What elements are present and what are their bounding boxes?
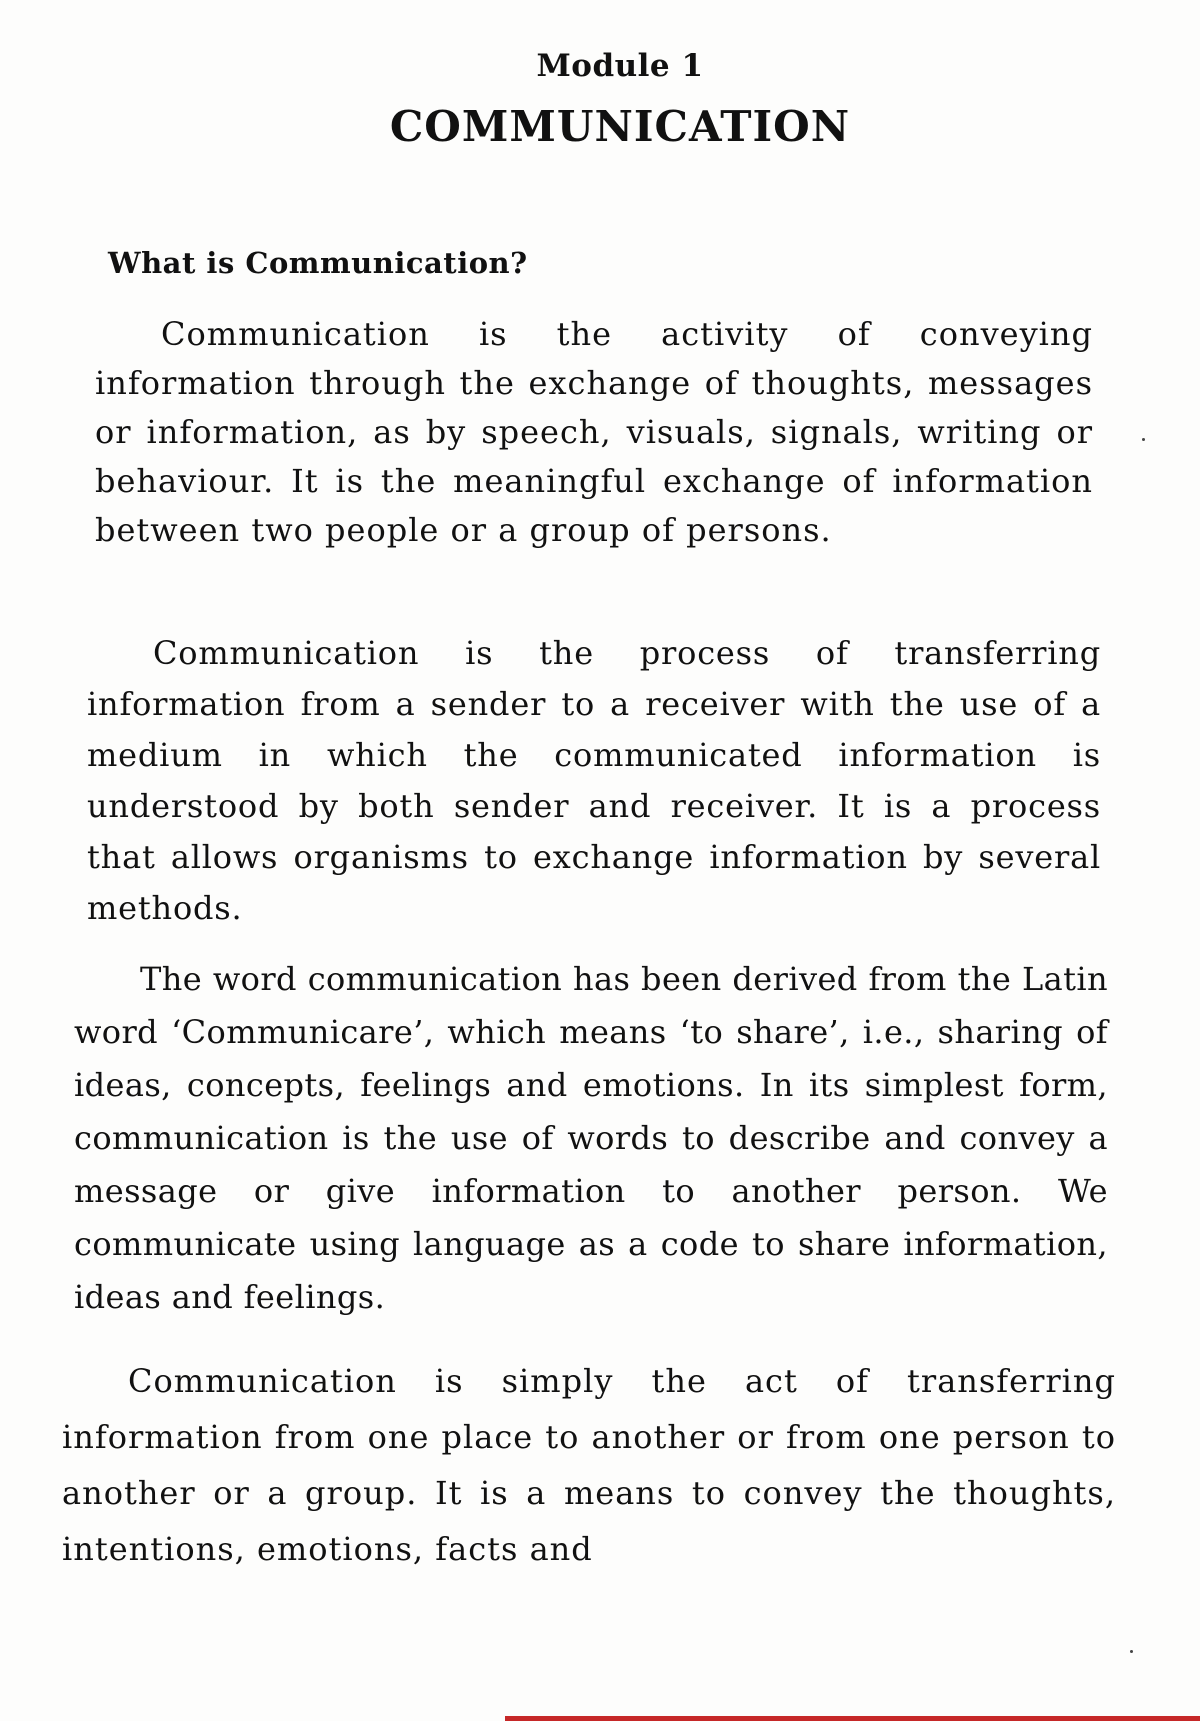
- scan-speck: [1130, 1650, 1133, 1653]
- body-paragraph-1: Communication is the activity of conveying information through the exchange of thoughts, messages or information, as by speech, visuals, signals, writing or behaviour. It is the meaningful exchange of information between two people or a group of persons.: [95, 315, 1093, 549]
- page-edge-stripe: [505, 1716, 1200, 1721]
- body-paragraph-3: The word communication has been derived from the Latin word ‘Communicare’, which means ‘to share’, i.e., sharing of ideas, concepts, feelings and emotions. In its simplest form, communication is the use of words to describe and convey a message or give information to another person. We communicate using language as a code to share information, ideas and feelings.: [74, 960, 1108, 1316]
- section-heading: What is Communication?: [108, 246, 528, 280]
- body-paragraph-4: Communication is simply the act of transferring information from one place to another or from one person to another or a group. It is a means to convey the thoughts, intentions, emotions, facts and: [62, 1362, 1116, 1568]
- chapter-title: COMMUNICATION: [389, 102, 851, 151]
- scan-speck: [1142, 438, 1145, 441]
- body-paragraph-2: Communication is the process of transferring information from a sender to a receiver with the use of a medium in which the communicated information is understood by both sender and receiver. It is a process that allows organisms to exchange information by several methods.: [87, 634, 1101, 927]
- module-label: Module 1: [536, 48, 704, 84]
